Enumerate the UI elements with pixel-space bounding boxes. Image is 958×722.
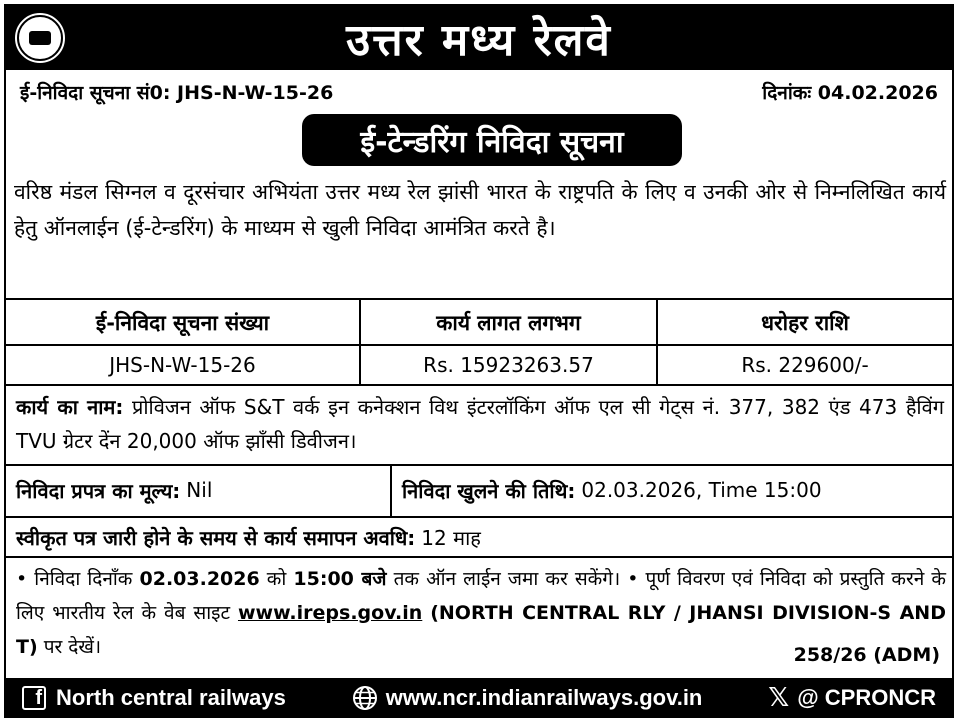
table-cell-cost: Rs. 15923263.57 [423,353,594,377]
instruction-text: • निविदा दिनाँक [16,568,133,590]
website-link[interactable] [352,685,703,711]
x-handle-link[interactable] [768,683,936,713]
submission-date: 02.03.2026 [139,568,260,590]
table-header-cost: कार्य लागत लगभग [436,311,581,335]
page-title: उत्तर मध्य रेलवे [346,15,612,66]
instruction-text: पर देखें। [43,636,102,658]
notice-info-row [6,70,952,114]
footer-bar [6,678,952,718]
opening-date-value: 02.03.2026, Time 15:00 [581,478,822,502]
notice-date: दिनांकः 04.02.2026 [762,82,938,104]
table-header-notice-no: ई-निविदा सूचना संख्या [95,311,270,335]
table-cell-notice-no: JHS-N-W-15-26 [109,353,256,377]
notice-frame [4,4,954,718]
x-handle-label: @ CPRONCR [797,685,936,710]
tender-cost [16,466,212,514]
notice-number: ई-निविदा सूचना सं0: JHS-N-W-15-26 [20,82,334,104]
completion-label: स्वीकृत पत्र जारी होने के समय से कार्य समापन अवधि: [16,525,416,550]
header-banner [6,6,952,70]
opening-date-label: निविदा खुलने की तिथि: [402,478,576,503]
tender-cost-value: Nil [186,478,213,502]
e-tendering-badge: ई-टेन्डरिंग निविदा सूचना [302,114,682,166]
work-text: प्रोविजन ऑफ S&T वर्क इन कनेक्शन विथ इंटरलॉकिंग ऑफ एल सी गेट्स नं. 377, 382 एंड 473 हैविंग TVU ग्रेटर देंन 20,000 ऑफ झाँसी डिवीजन। [16,395,944,453]
table-header-deposit: धरोहर राशि [761,311,849,335]
instruction-text: को [266,568,287,590]
division-name: (NORTH CENTRAL RLY / JHANSI DIVISION-S AND T) [16,602,946,658]
divider [390,464,392,516]
facebook-icon: f [22,686,46,710]
ireps-link[interactable]: www.ireps.gov.in [237,602,423,624]
opening-date [402,466,822,514]
completion-period [16,518,481,556]
x-twitter-icon: 𝕏 [768,683,790,713]
instruction-text: तक ऑन लाईन जमा कर सकेंगे। • पूर्ण विवरण एवं निविदा को प्रस्तुति करने के लिए भारतीय रेल के वेब साइट [16,568,947,624]
adm-reference: 258/26 (ADM) [793,644,940,666]
indian-railways-logo-icon [12,10,68,66]
intro-paragraph: वरिष्ठ मंडल सिग्नल व दूरसंचार अभियंता उत्तर मध्य रेल झांसी भारत के राष्ट्रपति के लिए व उनकी ओर से निम्नलिखित कार्य हेतु ऑनलाईन (ई-टेन्डरिंग) के माध्यम से खुली निविदा आमंत्रित करते है। [14,180,946,240]
facebook-link[interactable] [22,685,286,711]
work-label: कार्य का नाम: [16,395,124,419]
tender-cost-label: निविदा प्रपत्र का मूल्य: [16,478,181,503]
divider [6,384,952,386]
globe-icon [352,685,378,711]
website-label: www.ncr.indianrailways.gov.in [385,685,703,710]
completion-value: 12 माह [421,525,481,550]
work-description [16,390,944,458]
divider [6,556,952,558]
facebook-label: North central railways [56,685,286,710]
submission-time: 15:00 बजे [293,568,387,590]
table-cell-deposit: Rs. 229600/- [741,353,869,377]
